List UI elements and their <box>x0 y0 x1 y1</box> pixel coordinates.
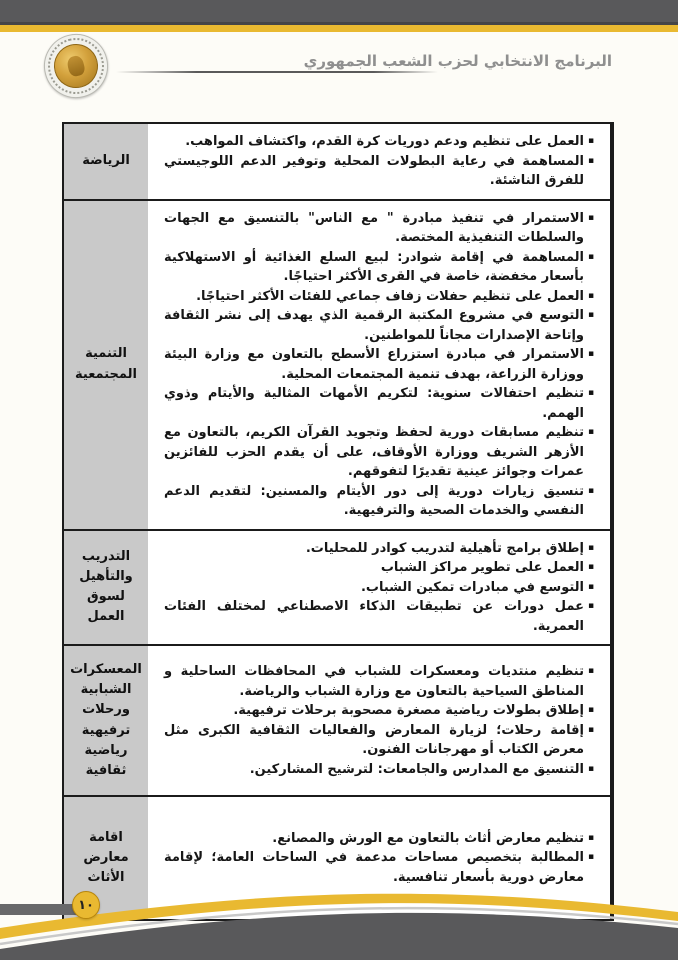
bullet-item <box>164 721 598 760</box>
bullet-text: تنسيق زيارات دورية إلى دور الأيتام والمسنين: لتقديم الدعم النفسي والخدمات الصحية والترفيهية. <box>164 483 584 518</box>
bullet-square-icon: ▪ <box>587 485 595 496</box>
row-label: اقامة معارض الأثاث <box>64 797 148 919</box>
row-content <box>148 201 612 529</box>
table-row <box>64 529 612 645</box>
bullet-text: إقامة رحلات؛ لزيارة المعارض والفعاليات الثقافية الكبرى مثل معرض الكتاب أو مهرجانات الفنون. <box>164 722 584 757</box>
bullet-text: المطالبة بتخصيص مساحات مدعمة في الساحات العامة؛ لإقامة معارض دورية بأسعار تنافسية. <box>164 850 584 885</box>
top-gray-bar <box>0 0 678 22</box>
footer <box>0 860 678 960</box>
bullet-text: المساهمة في رعاية البطولات المحلية وتوفير الدعم اللوجيستي للفرق الناشئة. <box>164 153 584 188</box>
header-divider-line <box>116 71 438 73</box>
row-label: التنمية المجتمعية <box>64 201 148 529</box>
bullet-item <box>164 287 598 307</box>
row-label: المعسكرات الشبابية ورحلات ترفيهية رياضية ثقافية <box>64 646 148 795</box>
bullet-text: العمل على تنظيم حفلات زفاف جماعي للفئات الأكثر احتياجًا. <box>196 288 584 304</box>
bullet-text: تنظيم معارض أثاث بالتعاون مع الورش والمصانع. <box>272 830 584 846</box>
row-content <box>148 124 612 199</box>
bullet-item <box>164 209 598 248</box>
party-logo-coin-icon <box>37 27 115 105</box>
bullet-square-icon: ▪ <box>587 427 595 437</box>
bullet-square-icon: ▪ <box>587 763 595 774</box>
page-title: البرنامج الانتخابي لحزب الشعب الجمهوري <box>303 52 612 70</box>
bullet-item <box>164 662 598 701</box>
bullet-item <box>164 423 598 482</box>
bullet-text: التوسع في مبادرات تمكين الشباب. <box>360 579 584 595</box>
bullet-text: تنظيم منتديات ومعسكرات للشباب في المحافظات الساحلية و المناطق السياحية بالتعاون مع وزارة الشباب والرياضة. <box>164 664 584 699</box>
bullet-square-icon: ▪ <box>587 666 595 676</box>
row-label: التدريب والتأهيل لسوق العمل <box>64 531 148 645</box>
row-content <box>148 646 612 795</box>
bullet-square-icon: ▪ <box>587 310 595 320</box>
bullet-square-icon: ▪ <box>587 852 595 863</box>
table-row <box>64 644 612 795</box>
bullet-square-icon: ▪ <box>587 601 595 611</box>
coin-gold-center-icon <box>49 39 102 92</box>
top-gold-strip <box>0 25 678 32</box>
bullet-item <box>164 539 598 559</box>
bullet-square-icon: ▪ <box>587 290 595 301</box>
bullet-square-icon: ▪ <box>587 724 595 735</box>
bullet-text: الاستمرار في تنفيذ مبادرة " مع الناس" بالتنسيق مع الجهات والسلطات التنفيذية المختصة. <box>164 210 584 245</box>
row-content <box>148 531 612 645</box>
bullet-text: التنسيق مع المدارس والجامعات: لترشيح المشاركين. <box>249 761 584 777</box>
bullet-square-icon: ▪ <box>587 212 595 223</box>
program-table <box>62 122 614 921</box>
bullet-item <box>164 306 598 345</box>
bullet-text: الاستمرار في مبادرة استزراع الأسطح بالتعاون مع وزارة البيئة ووزارة الزراعة، بهدف تنمية المجتمعات المحلية. <box>164 347 584 382</box>
bullet-square-icon: ▪ <box>587 542 595 553</box>
bullet-item <box>164 482 598 521</box>
coin-emblem-icon <box>66 54 86 77</box>
bullet-square-icon: ▪ <box>587 832 595 843</box>
bullet-item <box>164 597 598 636</box>
bullet-text: عمل دورات عن تطبيقات الذكاء الاصطناعي لمختلف الفئات العمرية. <box>164 599 584 634</box>
bullet-square-icon: ▪ <box>587 562 595 572</box>
bullet-square-icon: ▪ <box>587 705 595 715</box>
bullet-square-icon: ▪ <box>587 155 595 166</box>
bullet-square-icon: ▪ <box>587 388 595 398</box>
bullet-text: إطلاق برامج تأهيلية لتدريب كوادر للمحليات. <box>305 540 584 556</box>
bullet-square-icon: ▪ <box>587 349 595 359</box>
bullet-text: التوسع في مشروع المكتبة الرقمية الذي يهدف إلى نشر الثقافة وإتاحة الإصدارات مجاناً للمواطنين. <box>164 308 584 343</box>
bullet-text: تنظيم احتفالات سنوية: لتكريم الأمهات المثالية والأيتام وذوي الهمم. <box>164 386 584 421</box>
bullet-text: تنظيم مسابقات دورية لحفظ وتجويد القرآن الكريم، بالتعاون مع الأزهر الشريف ووزارة الأوقاف، على أن يقدم الحزب للفائزين عمرات وجوائز عينية تقديرًا لتفوقهم. <box>164 425 584 479</box>
bullet-item <box>164 152 598 191</box>
bullet-item <box>164 578 598 598</box>
bullet-square-icon: ▪ <box>587 251 595 262</box>
bullet-item <box>164 384 598 423</box>
page-number-badge: ١٠ <box>72 891 100 919</box>
bullet-text: إطلاق بطولات رياضية مصغرة مصحوبة برحلات ترفيهية. <box>233 703 584 718</box>
bullet-text: المساهمة في إقامة شوادر: لبيع السلع الغذائية أو الاستهلاكية بأسعار مخفضة، خاصة في القرى الأكثر احتياجًا. <box>164 249 584 284</box>
bullet-square-icon: ▪ <box>587 136 595 146</box>
bullet-item <box>164 558 598 578</box>
bullet-square-icon: ▪ <box>587 581 595 592</box>
bullet-item <box>164 248 598 287</box>
table-row <box>64 124 612 199</box>
footer-curves <box>0 860 678 960</box>
bullet-item <box>164 345 598 384</box>
bullet-item <box>164 701 598 721</box>
table-row <box>64 199 612 529</box>
bullet-item <box>164 829 598 849</box>
bullet-item <box>164 132 598 152</box>
bullet-text: العمل على تطوير مراكز الشباب <box>380 560 584 575</box>
bullet-item <box>164 760 598 780</box>
row-label: الرياضة <box>64 124 148 199</box>
bullet-text: العمل على تنظيم ودعم دوريات كرة القدم، واكتشاف المواهب. <box>185 134 584 149</box>
